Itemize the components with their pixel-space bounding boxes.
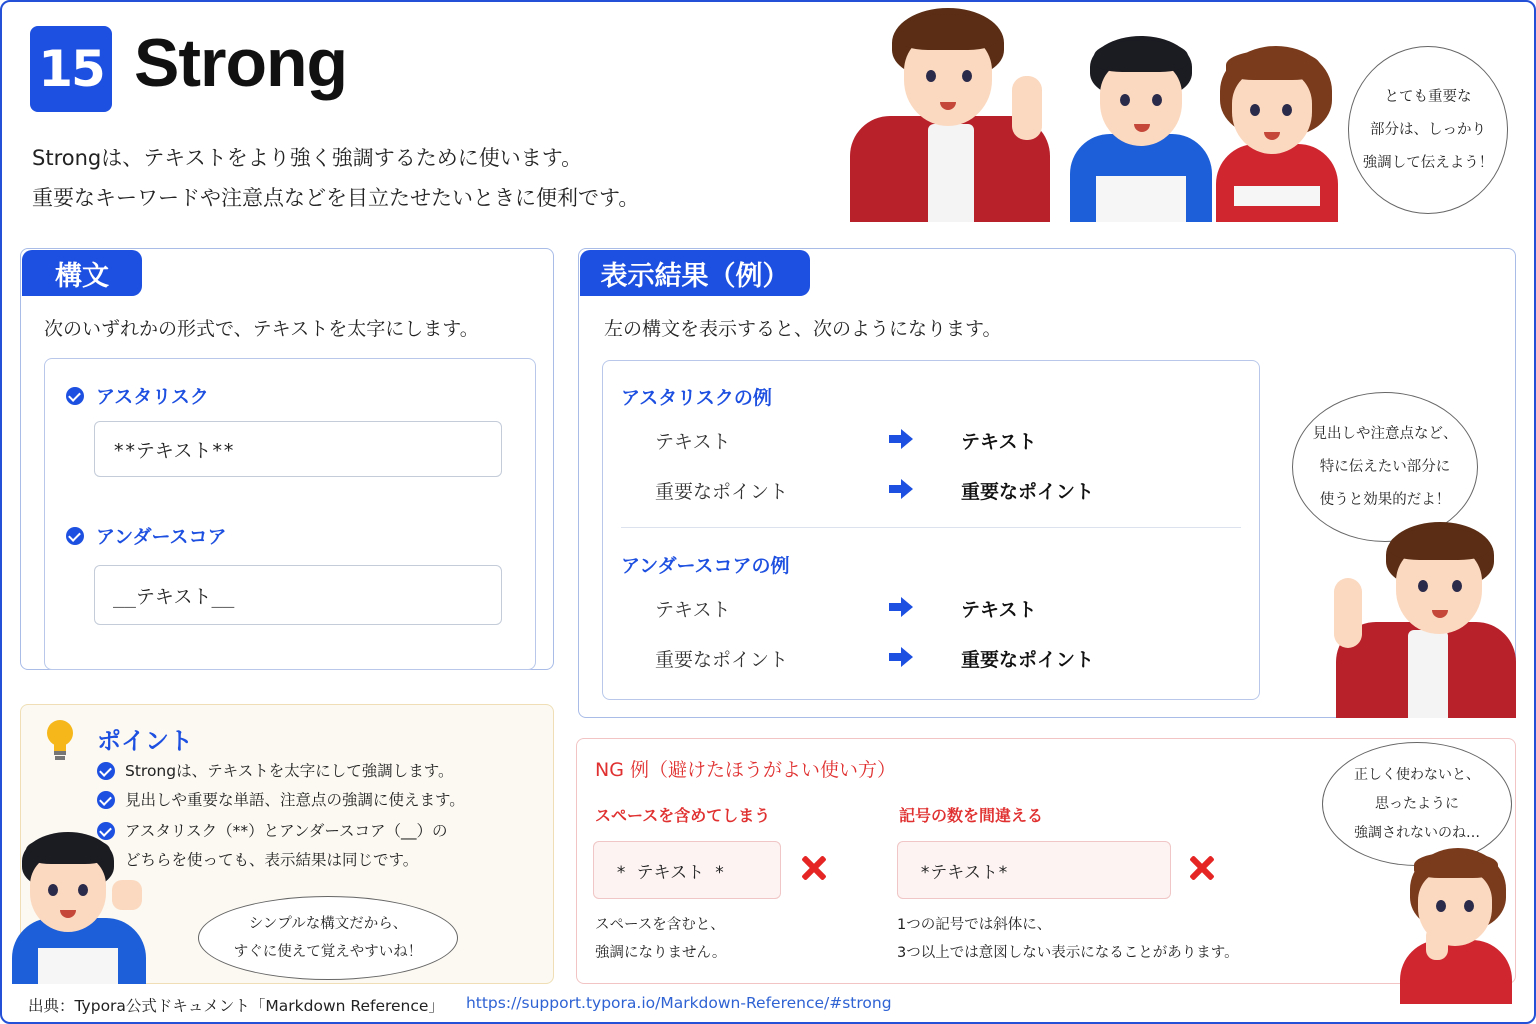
ng-code-box: *テキスト* — [897, 841, 1171, 899]
result-bold-text: 重要なポイント — [961, 481, 1095, 503]
ng-note-line: スペースを含むと、 — [595, 917, 725, 933]
arrow-right-icon — [889, 429, 913, 449]
result-bold-text: 重要なポイント — [961, 649, 1095, 671]
point-item — [97, 786, 465, 815]
syntax-item-label: アスタリスク — [96, 386, 209, 408]
result-bold-text: テキスト — [961, 599, 1037, 621]
character-boy-blue-shirt — [1066, 36, 1216, 222]
check-circle-icon — [97, 762, 115, 780]
result-row — [603, 595, 1243, 625]
cross-mark-icon — [801, 855, 827, 881]
footer-source-link[interactable]: https://support.typora.io/Markdown-Reference/#strong — [465, 994, 892, 1012]
result-source-text: テキスト — [655, 431, 731, 453]
footer-source: 出典：Typora公式ドキュメント「Markdown Reference」 — [28, 997, 444, 1015]
syntax-item-underscore-heading — [66, 522, 227, 549]
arrow-right-icon — [889, 479, 913, 499]
character-boy-red-jacket — [840, 6, 1060, 222]
ng-case-heading: 記号の数を間違える — [899, 806, 1044, 825]
ng-note — [897, 911, 1239, 967]
result-row — [603, 477, 1243, 507]
bubble-line: 強調されないのね… — [1354, 824, 1480, 841]
syntax-item-asterisk-heading — [66, 382, 209, 409]
speech-bubble-point — [198, 896, 458, 980]
section-number-badge: 15 — [30, 26, 112, 112]
result-inner-box — [602, 360, 1260, 700]
intro-line-1: Strongは、テキストをより強く強調するために使います。 — [32, 146, 583, 170]
footer — [28, 994, 892, 1016]
result-group-heading: アンダースコアの例 — [621, 555, 790, 577]
page-title: Strong — [134, 25, 348, 101]
check-circle-icon — [97, 791, 115, 809]
syntax-lead: 次のいずれかの形式で、テキストを太字にします。 — [44, 318, 479, 340]
bubble-line: すぐに使えて覚えやすいね！ — [233, 944, 423, 960]
bubble-line: 使うと効果的だよ！ — [1319, 491, 1451, 508]
syntax-code-underscore: __テキスト__ — [94, 565, 502, 625]
result-group-heading: アスタリスクの例 — [621, 387, 772, 409]
result-source-text: 重要なポイント — [655, 649, 789, 671]
point-item-text: 見出しや重要な単語、注意点の強調に使えます。 — [125, 791, 465, 809]
bubble-line: とても重要な — [1384, 88, 1472, 105]
arrow-right-icon — [889, 597, 913, 617]
ng-note-line: 1つの記号では斜体に、 — [897, 917, 1052, 933]
ng-title: NG 例（避けたほうがよい使い方） — [595, 759, 896, 781]
syntax-tab: 構文 — [22, 250, 142, 296]
result-source-text: 重要なポイント — [655, 481, 789, 503]
result-source-text: テキスト — [655, 599, 731, 621]
bubble-line: 見出しや注意点など、 — [1312, 425, 1458, 442]
lightbulb-icon — [43, 717, 77, 763]
bubble-line: 強調して伝えよう！ — [1362, 154, 1494, 171]
ng-note-line: 3つ以上では意図しない表示になることがあります。 — [897, 945, 1239, 961]
character-girl-thinking — [1400, 848, 1512, 1004]
intro-line-2: 重要なキーワードや注意点などを目立たせたいときに便利です。 — [32, 186, 640, 210]
arrow-right-icon — [889, 647, 913, 667]
ng-note — [595, 911, 726, 967]
result-row — [603, 427, 1243, 457]
ng-code-box: * テキスト * — [593, 841, 781, 899]
point-item — [97, 757, 454, 786]
speech-bubble-middle — [1292, 392, 1478, 542]
syntax-code-asterisk: **テキスト** — [94, 421, 502, 477]
bubble-line: 部分は、しっかり — [1370, 121, 1486, 138]
point-item-line: アスタリスク（**）とアンダースコア（__）の — [125, 822, 448, 840]
check-circle-icon — [66, 387, 84, 405]
bubble-line: 特に伝えたい部分に — [1319, 458, 1451, 475]
syntax-item-label: アンダースコア — [96, 526, 227, 548]
cross-mark-icon — [1189, 855, 1215, 881]
result-lead: 左の構文を表示すると、次のようになります。 — [604, 318, 1002, 340]
point-item-line: どちらを使っても、表示結果は同じです。 — [125, 851, 419, 869]
character-boy-blue-shirt-fist — [8, 832, 150, 984]
speech-bubble-top — [1348, 46, 1508, 214]
header-characters-illustration — [840, 6, 1340, 222]
ng-case-heading: スペースを含めてしまう — [595, 806, 771, 825]
result-row — [603, 645, 1243, 675]
bubble-line: シンプルな構文だから、 — [248, 916, 408, 932]
character-boy-red-jacket-pointing — [1330, 522, 1516, 718]
result-tab: 表示結果（例） — [580, 250, 810, 296]
bubble-line: 正しく使わないと、 — [1354, 766, 1480, 783]
bubble-line: 思ったように — [1375, 795, 1459, 812]
point-item-text: Strongは、テキストを太字にして強調します。 — [125, 762, 454, 780]
check-circle-icon — [66, 527, 84, 545]
point-item-text — [125, 817, 448, 875]
character-girl-red-shirt — [1214, 46, 1340, 222]
ng-note-line: 強調になりません。 — [595, 945, 727, 961]
point-title: ポイント — [97, 727, 193, 755]
intro-text — [32, 138, 639, 218]
result-divider — [621, 527, 1241, 528]
result-bold-text: テキスト — [961, 431, 1037, 453]
